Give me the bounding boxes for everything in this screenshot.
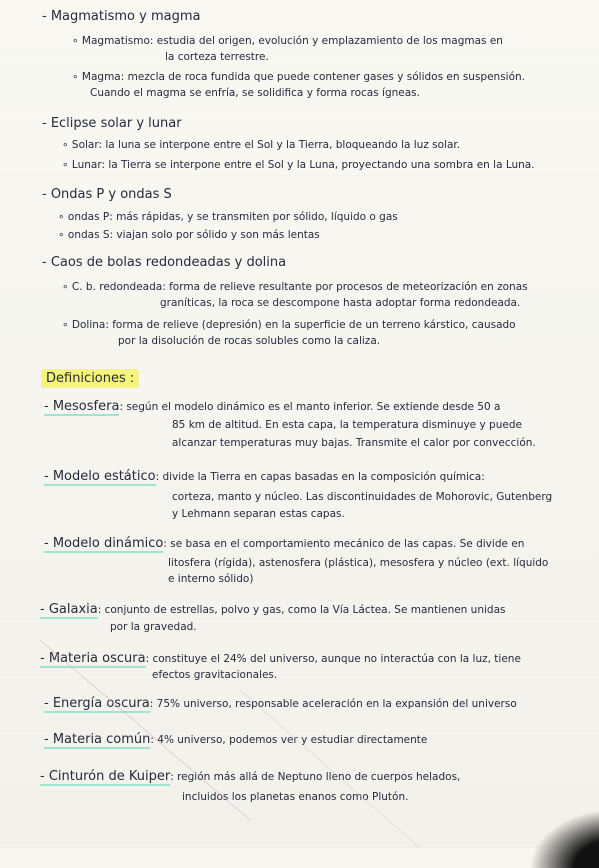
page-corner-shadow [529,808,599,868]
term-label: - Energía oscura [44,696,150,711]
definition-text: : 75% universo, responsable aceleración en la expansión del universo [149,698,517,710]
definitions-heading [42,372,138,386]
definition-line: alcanzar temperaturas muy bajas. Transmite el calor por convección. [172,437,536,449]
term-label: - Materia común [44,732,151,747]
bullet-line: por la disolución de rocas solubles como la caliza. [118,335,381,347]
term-label: - Galaxia [40,602,98,617]
definition-term [44,400,500,414]
term-label: - Modelo estático [44,469,156,484]
term-label: - Cinturón de Kuiper [40,769,171,784]
term-label: - Modelo dinámico [44,536,164,551]
definition-text: : divide la Tierra en capas basadas en la composición química: [155,471,485,483]
bullet-line: ∘ Magma: mezcla de roca fundida que puede contener gases y sólidos en suspensión. [72,71,526,83]
bullet-line: ∘ Magmatismo: estudia del origen, evolución y emplazamiento de los magmas en [72,35,503,47]
definition-term [40,603,505,617]
term-label: - Mesosfera [44,399,120,414]
definition-term [40,770,460,784]
definition-term [44,697,517,711]
bullet-line: la corteza terrestre. [165,51,269,63]
definition-term [44,470,485,484]
definition-line: incluidos los planetas enanos como Plutón. [182,791,409,803]
definition-text: : se basa en el comportamiento mecánico de las capas. Se divide en [163,538,525,550]
definition-term [44,537,524,551]
definition-line: litosfera (rígida), astenosfera (plástica), mesosfera y núcleo (ext. líquido [168,557,549,569]
bullet-line: graníticas, la roca se descompone hasta adoptar forma redondeada. [160,297,521,309]
definition-line: por la gravedad. [110,621,197,633]
definition-term [44,733,427,747]
definition-term [40,652,521,666]
definition-text: : conjunto de estrellas, polvo y gas, como la Vía Láctea. Se mantienen unidas [97,604,506,616]
definition-text: : según el modelo dinámico es el manto inferior. Se extiende desde 50 a [119,401,501,413]
definition-text: : región más allá de Neptuno lleno de cuerpos helados, [170,771,461,783]
definition-line: efectos gravitacionales. [152,669,278,681]
definition-text: : constituye el 24% del universo, aunque no interactúa con la luz, tiene [145,653,521,665]
bullet-line: ∘ C. b. redondeada: forma de relieve resultante por procesos de meteorización en zonas [62,281,528,293]
definition-line: e interno sólido) [168,573,254,585]
term-label: - Materia oscura [40,651,146,666]
definition-text: : 4% universo, podemos ver y estudiar directamente [150,734,428,746]
section-title: - Caos de bolas redondeadas y dolina [42,255,287,270]
definition-line: corteza, manto y núcleo. Las discontinuidades de Mohorovic, Gutenberg [172,491,553,503]
section-title: - Ondas P y ondas S [42,187,172,202]
definition-line: 85 km de altitud. En esta capa, la temperatura disminuye y puede [172,419,522,431]
definitions-heading-text: Definiciones : [42,370,138,387]
section-title: - Eclipse solar y lunar [42,116,182,131]
section-title: - Magmatismo y magma [42,9,201,24]
bullet-line: ∘ Solar: la luna se interpone entre el Sol y la Tierra, bloqueando la luz solar. [62,139,461,151]
bullet-line: Cuando el magma se enfría, se solidifica y forma rocas ígneas. [90,87,420,99]
definition-line: y Lehmann separan estas capas. [172,508,345,520]
bullet-line: ∘ ondas S: viajan solo por sólido y son más lentas [58,229,320,241]
bullet-line: ∘ Dolina: forma de relieve (depresión) en la superficie de un terreno kárstico, causado [62,319,516,331]
bullet-line: ∘ Lunar: la Tierra se interpone entre el Sol y la Luna, proyectando una sombra en la Luna. [62,159,535,171]
bullet-line: ∘ ondas P: más rápidas, y se transmiten por sólido, líquido o gas [58,211,398,223]
